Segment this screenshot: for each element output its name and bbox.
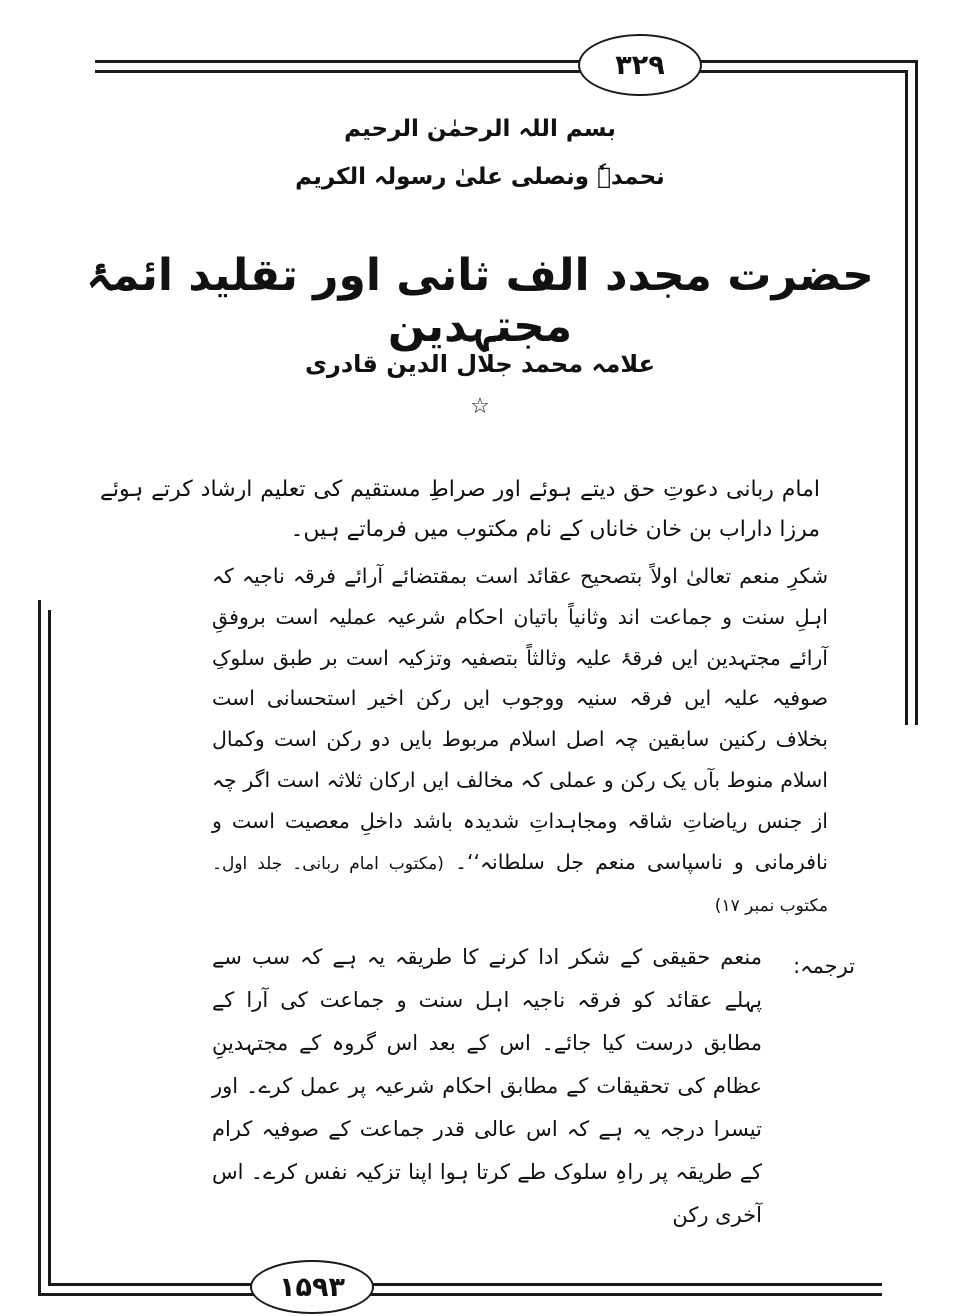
bottom-frame-line-outer-right [362,1293,882,1296]
intro-paragraph: امام ربانی دعوتِ حق دیتے ہوئے اور صراطِ مستقیم کی تعلیم ارشاد کرتے ہوئے مرزا داراب بن خان خاناں کے نام مکتوب میں فرماتے ہیں۔ [100,477,820,542]
top-frame-line-inner-right [690,70,908,73]
top-frame-line-inner [95,70,590,73]
bottom-frame-line-inner [48,1283,258,1286]
bismillah-line: بسم اللہ الرحمٰن الرحیم [344,116,616,142]
page-number-top: ۳۲۹ [578,34,702,96]
left-frame-line-outer [38,600,41,1295]
hamd-line: نحمدہٗ ونصلی علیٰ رسولہ الکریم [295,164,665,190]
star-ornament: ☆ [470,394,490,419]
persian-quote-text: شکرِ منعم تعالیٰ اولاً بتصحیح عقائد است بمقتضائے آرائے فرقہ ناجیہ کہ اہلِ سنت و جماعت اند وثانیاً باتیان احکام شرعیہ عملیہ است بروفقِ آرائے مجتہدین ایں فرقۂ علیہ وثالثاً بتصفیہ وتزکیہ است بر طبق سلوکِ صوفیہ علیہ ایں فرقہ سنیہ ووجوب ایں رکن اخیر استحسانی است بخلاف رکنین سابقین چہ اصل اسلام مربوط بایں دو رکن است وکمال اسلام منوط بآں یک رکن و عملی کہ مخالف ایں ارکان ثلاثہ است اگر چہ از جنس ریاضاتِ شاقہ ومجاہداتِ شدیدہ باشد داخلِ معصیت است و نافرمانی و ناسپاسی منعم جل سلطانہ‘‘۔ [212,564,828,874]
top-frame-line-outer-right [690,60,918,63]
bottom-frame-line-inner-right [362,1283,882,1286]
bottom-frame-line-outer [38,1293,258,1296]
translation-label: ترجمہ: [793,954,855,978]
persian-quote-block [212,556,828,927]
page-number-bottom: ۱۵۹۳ [250,1260,374,1314]
article-title: حضرت مجدد الف ثانی اور تقلید ائمۂ مجتہدین [86,250,874,352]
top-frame-line-outer [95,60,590,63]
left-frame-line-inner [48,610,51,1285]
persian-quote-reference: (مکتوب امام ربانی۔ جلد اول۔ مکتوب نمبر ۱۷) [212,853,828,917]
right-frame-line-outer [915,60,918,725]
author-name: علامہ محمد جلال الدین قادری [305,350,655,378]
translation-paragraph: منعم حقیقی کے شکر ادا کرنے کا طریقہ یہ ہے کہ سب سے پہلے عقائد کو فرقہ ناجیہ اہل سنت و جماعت کی آرا کے مطابق درست کیا جائے۔ اس کے بعد اس گروہ کے مجتہدینِ عظام کی تحقیقات کے مطابق احکام شرعیہ پر عمل کرے۔ اور تیسرا درجہ یہ ہے کہ اس عالی قدر جماعت کے صوفیہ کرام کے طریقہ پر راہِ سلوک طے کرتا ہوا اپنا تزکیہ نفس کرے۔ اس آخری رکن [212,945,762,1227]
